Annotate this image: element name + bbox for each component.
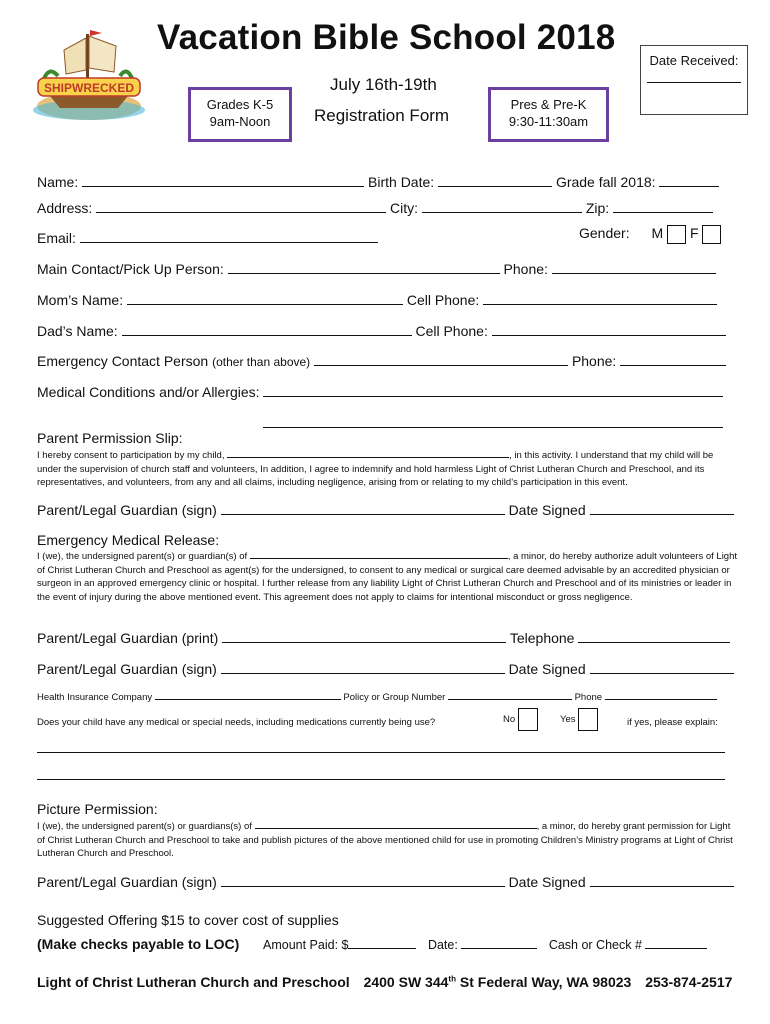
address-input[interactable] [96,199,386,213]
city-label: City: [390,200,419,216]
yes-label: Yes [560,714,576,726]
footer-phone: 253-874-2517 [645,974,733,990]
permission-date-input[interactable] [590,501,734,515]
explain-label: if yes, please explain: [627,717,718,728]
picture-date-label: Date Signed [508,874,586,890]
medical-input-1[interactable] [263,383,723,397]
mom-name-input[interactable] [127,291,403,305]
permission-text-b: , in this activity. I understand that my child will be under the supervision of church staff and volunteers, In addition, I agree to indemnify and hold harmless Light of Christ Lutheran Church and Preschool, and its representatives, and volunteers, from any and all claims, including negligence, arising from or relating to my child’s participation in this event. [37,450,714,488]
gender-f-checkbox[interactable] [702,225,721,244]
footer [37,974,732,990]
grades-k5-time: 9am-Noon [209,114,271,129]
page-title: Vacation Bible School 2018 [157,18,616,57]
dad-cell-label: Cell Phone: [415,323,488,339]
prek-time: 9:30-11:30am [508,114,589,129]
amount-paid-input[interactable] [348,937,416,949]
telephone-label: Telephone [509,630,575,646]
medical-release-text [37,549,737,604]
permission-text-a: I hereby consent to participation by my child, [37,450,225,461]
email-label: Email: [37,230,76,246]
grade-label: Grade fall 2018: [555,174,656,190]
date-received-input[interactable] [647,82,741,83]
permission-child-input[interactable] [227,448,509,458]
cash-check-label: Cash or Check # [548,938,642,952]
yes-checkbox[interactable] [578,708,598,731]
emergency-input[interactable] [314,352,568,366]
gender-label: Gender: [579,225,630,242]
picture-text-b: , a minor, do hereby grant permission for Light of Christ Lutheran Church and Preschool to take and publish pictures of the above mentioned child for use in promoting Children’s Ministry programs at Light of Christ Lutheran Church and Preschool. [37,821,733,859]
picture-child-input[interactable] [255,819,537,829]
dad-name-label: Dad’s Name: [37,323,118,339]
medical-release-text-b: , a minor, do hereby authorize adult volunteers of Light of Christ Lutheran Church and Preschool as agent(s) for the undersigned, to consent to any medical or surgical care deemed advisable by an accredited physician or surgeon in an approved emergency clinic or hospital. I further release from any liability Light of Christ Lutheran Church and Preschool and of its ministries or leader in the event of injury during the above mentioned event. This agreement does not apply to claims for intentional misconduct or gross negligence. [37,551,738,603]
address-label: Address: [37,200,93,216]
cash-check-input[interactable] [645,937,707,949]
picture-text [37,819,737,861]
birth-date-input[interactable] [438,173,552,187]
grades-k5-label: Grades K-5 [206,97,274,112]
explain-input-1[interactable] [37,752,725,753]
checks-payable: (Make checks payable to LOC) [37,936,240,952]
picture-sign-input[interactable] [221,873,505,887]
main-contact-label: Main Contact/Pick Up Person: [37,261,224,277]
amount-paid-label: Amount Paid: $ [263,938,349,952]
medical-sign-label: Parent/Legal Guardian (sign) [37,661,217,677]
medical-input-2[interactable] [263,427,723,428]
medical-label: Medical Conditions and/or Allergies: [37,384,260,400]
event-dates: July 16th-19th [330,75,437,94]
emergency-phone-label: Phone: [571,353,617,369]
emergency-phone-input[interactable] [620,352,726,366]
emergency-label: Emergency Contact Person [37,353,209,369]
picture-date-input[interactable] [590,873,734,887]
medical-release-heading: Emergency Medical Release: [37,532,220,548]
guardian-print-input[interactable] [222,629,506,643]
gender-m-label: M [651,225,664,242]
picture-text-a: I (we), the undersigned parent(s) or guardians(s) of [37,821,252,832]
permission-sign-input[interactable] [221,501,505,515]
zip-label: Zip: [585,200,610,216]
email-input[interactable] [80,229,378,243]
birth-date-label: Birth Date: [368,174,435,190]
main-contact-phone-label: Phone: [503,261,548,277]
permission-text [37,448,737,490]
prek-box [488,87,609,142]
date-received-label: Date Received: [649,53,739,68]
grades-k5-box [188,87,292,142]
logo-text: SHIPWRECKED [43,81,135,95]
permission-sign-label: Parent/Legal Guardian (sign) [37,502,217,518]
guardian-print-label: Parent/Legal Guardian (print) [37,630,219,646]
mom-name-label: Mom’s Name: [37,292,124,308]
shipwrecked-logo [30,24,148,124]
picture-sign-label: Parent/Legal Guardian (sign) [37,874,217,890]
medical-release-child-input[interactable] [250,549,508,559]
emergency-note: (other than above) [212,355,311,369]
offering-date-input[interactable] [461,937,537,949]
footer-church: Light of Christ Lutheran Church and Preschool [37,974,350,990]
permission-date-label: Date Signed [508,502,586,518]
offering-date-label: Date: [427,938,458,952]
main-contact-input[interactable] [228,260,500,274]
dad-cell-input[interactable] [492,322,726,336]
permission-heading: Parent Permission Slip: [37,430,183,446]
medical-sign-input[interactable] [221,660,505,674]
name-input[interactable] [82,173,364,187]
picture-heading: Picture Permission: [37,801,158,817]
footer-address-sup: th [448,974,456,984]
dad-name-input[interactable] [122,322,412,336]
footer-address-city: St Federal Way, WA 98023 [455,974,632,990]
city-input[interactable] [422,199,582,213]
gender-f-label: F [689,225,699,242]
insurance-phone-input[interactable] [605,690,717,700]
gender-m-checkbox[interactable] [667,225,686,244]
prek-label: Pres & Pre-K [510,97,587,112]
medical-date-input[interactable] [590,660,734,674]
main-contact-phone-input[interactable] [552,260,716,274]
mom-cell-label: Cell Phone: [406,292,480,308]
zip-input[interactable] [613,199,713,213]
medical-date-label: Date Signed [508,661,586,677]
name-label: Name: [37,174,79,190]
footer-address-street: 2400 SW 344 [363,974,449,990]
special-needs-question: Does your child have any medical or special needs, including medications currently being use? [37,717,436,728]
explain-input-2[interactable] [37,779,725,780]
medical-release-text-a: I (we), the undersigned parent(s) or guardian(s) of [37,551,248,562]
no-checkbox[interactable] [518,708,538,731]
insurance-input[interactable] [155,690,341,700]
grade-input[interactable] [659,173,719,187]
suggested-offering: Suggested Offering $15 to cover cost of supplies [37,912,339,928]
mom-cell-input[interactable] [483,291,717,305]
telephone-input[interactable] [578,629,730,643]
insurance-label: Health Insurance Company [37,692,153,703]
form-name: Registration Form [314,106,450,125]
policy-label: Policy or Group Number [343,692,446,703]
footer-address [364,974,632,990]
date-received-box [640,45,748,115]
no-label: No [503,714,516,726]
insurance-phone-label: Phone [574,692,603,703]
policy-input[interactable] [448,690,572,700]
